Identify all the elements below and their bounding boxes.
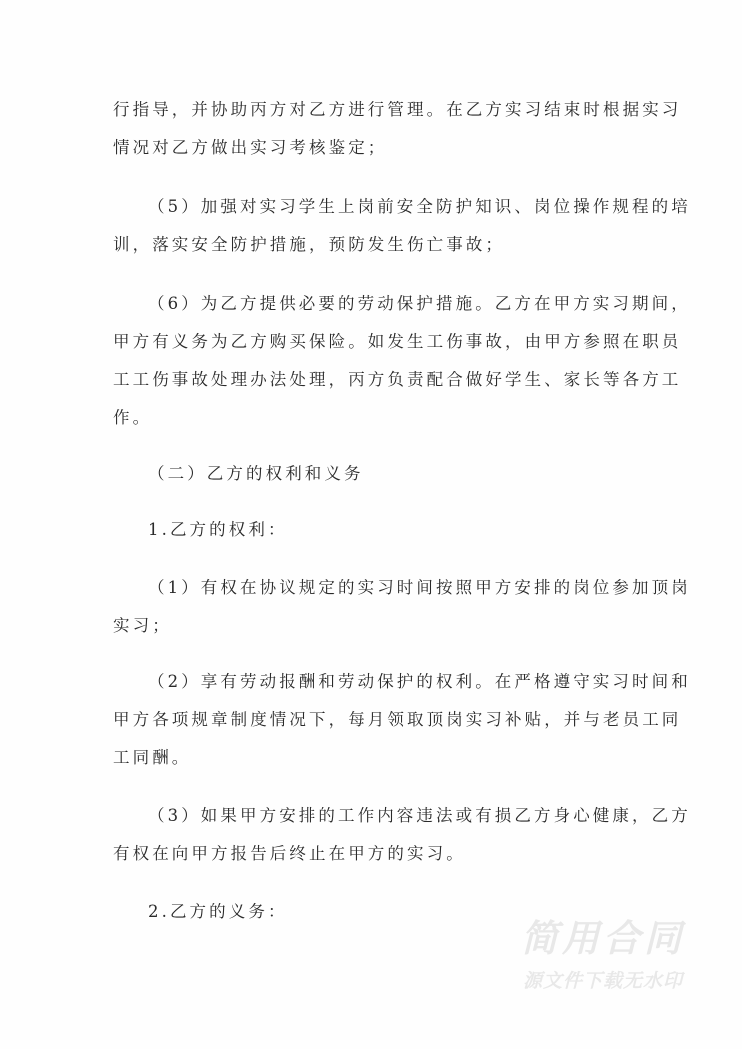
list-item-5-line: （5）加强对实习学生上岗前安全防护知识、岗位操作规程的培 — [148, 197, 691, 216]
list-item-6-line: 工工伤事故处理办法处理，丙方负责配合做好学生、家长等各方工 — [113, 370, 682, 389]
watermark-title: 简用合同 — [521, 917, 685, 960]
watermark — [508, 918, 698, 994]
list-item-6-line: 作。 — [113, 408, 153, 427]
paragraph-line: 行指导，并协助丙方对乙方进行管理。在乙方实习结束时根据实习 — [113, 100, 682, 119]
paragraph-line: 情况对乙方做出实习考核鉴定； — [113, 138, 388, 157]
section-heading: （二）乙方的权利和义务 — [148, 464, 364, 483]
right-item-1-line: （1）有权在协议规定的实习时间按照甲方安排的岗位参加顶岗 — [148, 578, 691, 597]
list-item-5-line: 训，落实安全防护措施，预防发生伤亡事故； — [113, 235, 505, 254]
right-item-1-line: 实习； — [113, 616, 172, 635]
watermark-subtitle: 源文件下载无水印 — [522, 970, 683, 992]
right-item-3-line: （3）如果甲方安排的工作内容违法或有损乙方身心健康，乙方 — [148, 806, 691, 825]
list-item-6-line: （6）为乙方提供必要的劳动保护措施。乙方在甲方实习期间， — [148, 294, 691, 313]
right-item-3-line: 有权在向甲方报告后终止在甲方的实习。 — [113, 844, 466, 863]
right-item-2-line: 工同酬。 — [113, 748, 192, 767]
list-item-6-line: 甲方有义务为乙方购买保险。如发生工伤事故，由甲方参照在职员 — [113, 332, 682, 351]
right-item-2-line: 甲方各项规章制度情况下，每月领取顶岗实习补贴，并与老员工同 — [113, 710, 682, 729]
subsection-heading-rights: 1.乙方的权利： — [148, 520, 288, 539]
subsection-heading-duties: 2.乙方的义务： — [148, 902, 288, 921]
right-item-2-line: （2）享有劳动报酬和劳动保护的权利。在严格遵守实习时间和 — [148, 672, 691, 691]
